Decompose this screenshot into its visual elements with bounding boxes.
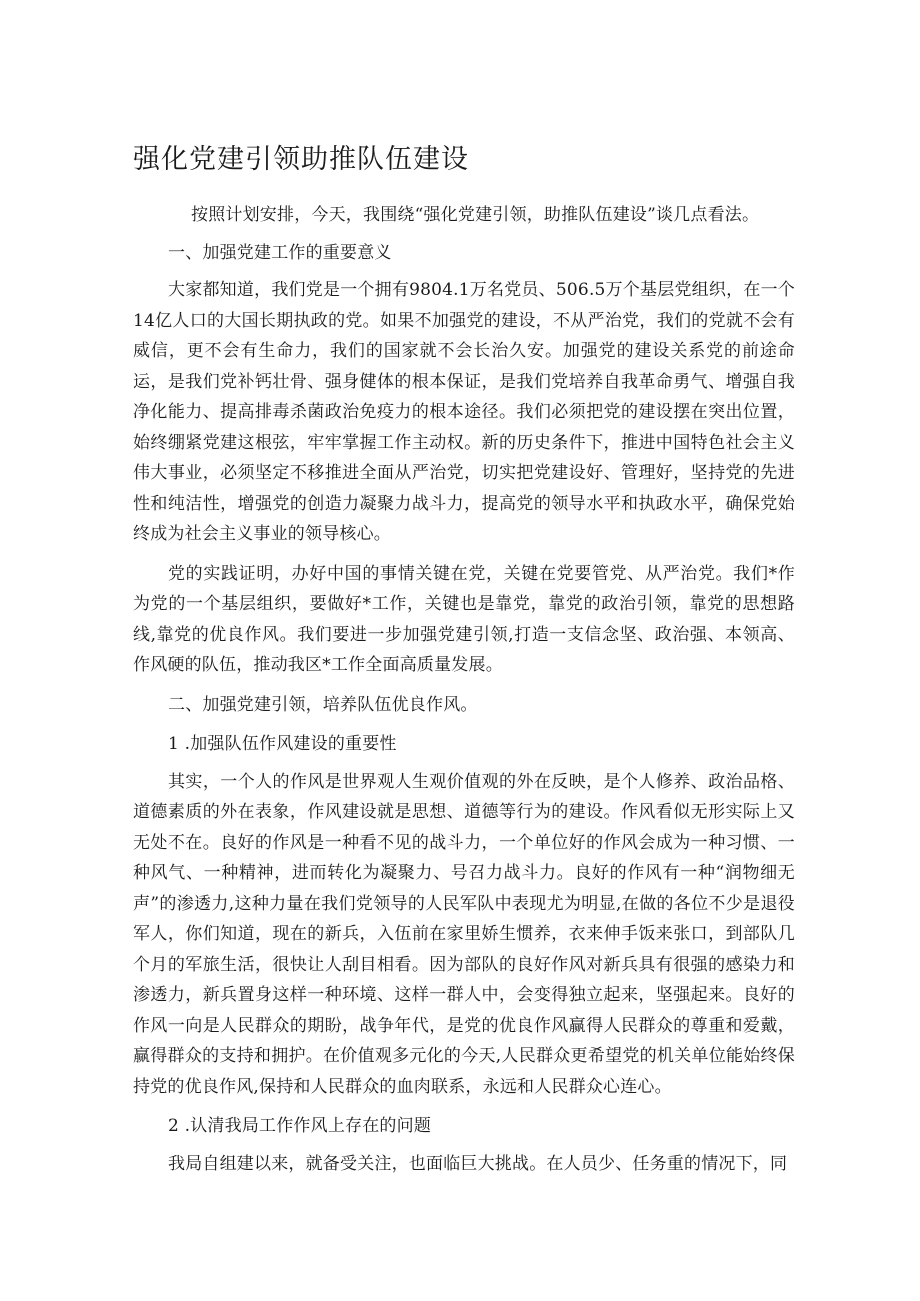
body-paragraph: 党的实践证明，办好中国的事情关键在党，关键在党要管党、从严治党。我们*作为党的一个基层组织，要做好*工作，关键也是靠党，靠党的政治引领，靠党的思想路线,靠党的优良作风。我们要进一步加强党建引领,打造一支信念坚、政治强、本领高、作风硬的队伍，推动我区*工作全面高质量发展。	[133, 563, 795, 675]
intro-paragraph: 按照计划安排，今天，我围绕“强化党建引领，助推队伍建设”谈几点看法。	[191, 205, 760, 225]
body-paragraph: 其实，一个人的作风是世界观人生观价值观的外在反映，是个人修养、政治品格、道德素质的外在表象，作风建设就是思想、道德等行为的建设。作风看似无形实际上又无处不在。良好的作风是一种看不见的战斗力，一个单位好的作风会成为一种习惯、一种风气、一种精神，进而转化为凝聚力、号召力战斗力。良好的作风有一种“润物细无声”的渗透力,这种力量在我们党领导的人民军队中表现尤为明显,在做的各位不少是退役军人，你们知道，现在的新兵，入伍前在家里娇生惯养，衣来伸手饭来张口，到部队几个月的军旅生活，很快让人刮目相看。因为部队的良好作风对新兵具有很强的感染力和渗透力，新兵置身这样一种环境、这样一群人中，会变得独立起来，坚强起来。良好的作风一向是人民群众的期盼，战争年代，是党的优良作风赢得人民群众的尊重和爱戴，赢得群众的支持和拥护。在价值观多元化的今天,人民群众更希望党的机关单位能始终保持党的优良作风,保持和人民群众的血肉联系，永远和人民群众心连心。	[133, 771, 795, 1097]
section-heading-2: 二、加强党建引领，培养队伍优良作风。	[168, 694, 478, 715]
subsection-heading-1: 1 .加强队伍作风建设的重要性	[168, 734, 397, 754]
body-paragraph: 大家都知道，我们党是一个拥有9804.1万名党员、506.5万个基层党组织，在一个14亿人口的大国长期执政的党。如果不加强党的建设，不从严治党，我们的党就不会有威信，更不会有生命力，我们的国家就不会长治久安。加强党的建设关系党的前途命运，是我们党补钙壮骨、强身健体的根本保证，是我们党培养自我革命勇气、增强自我净化能力、提高排毒杀菌政治免疫力的根本途径。我们必须把党的建设摆在突出位置，始终绷紧党建这根弦，牢牢掌握工作主动权。新的历史条件下，推进中国特色社会主义伟大事业，必须坚定不移推进全面从严治党，切实把党建设好、管理好，坚持党的先进性和纯洁性，增强党的创造力凝聚力战斗力，提高党的领导水平和执政水平，确保党始终成为社会主义事业的领导核心。	[133, 280, 795, 544]
document-body	[133, 200, 795, 1179]
body-paragraph: 我局自组建以来，就备受关注，也面临巨大挑战。在人员少、任务重的情况下，同	[168, 1153, 788, 1174]
subsection-heading-2: 2 .认清我局工作作风上存在的问题	[168, 1116, 432, 1136]
section-heading-1: 一、加强党建工作的重要意义	[168, 242, 392, 263]
document-title: 强化党建引领助推队伍建设	[133, 144, 469, 175]
